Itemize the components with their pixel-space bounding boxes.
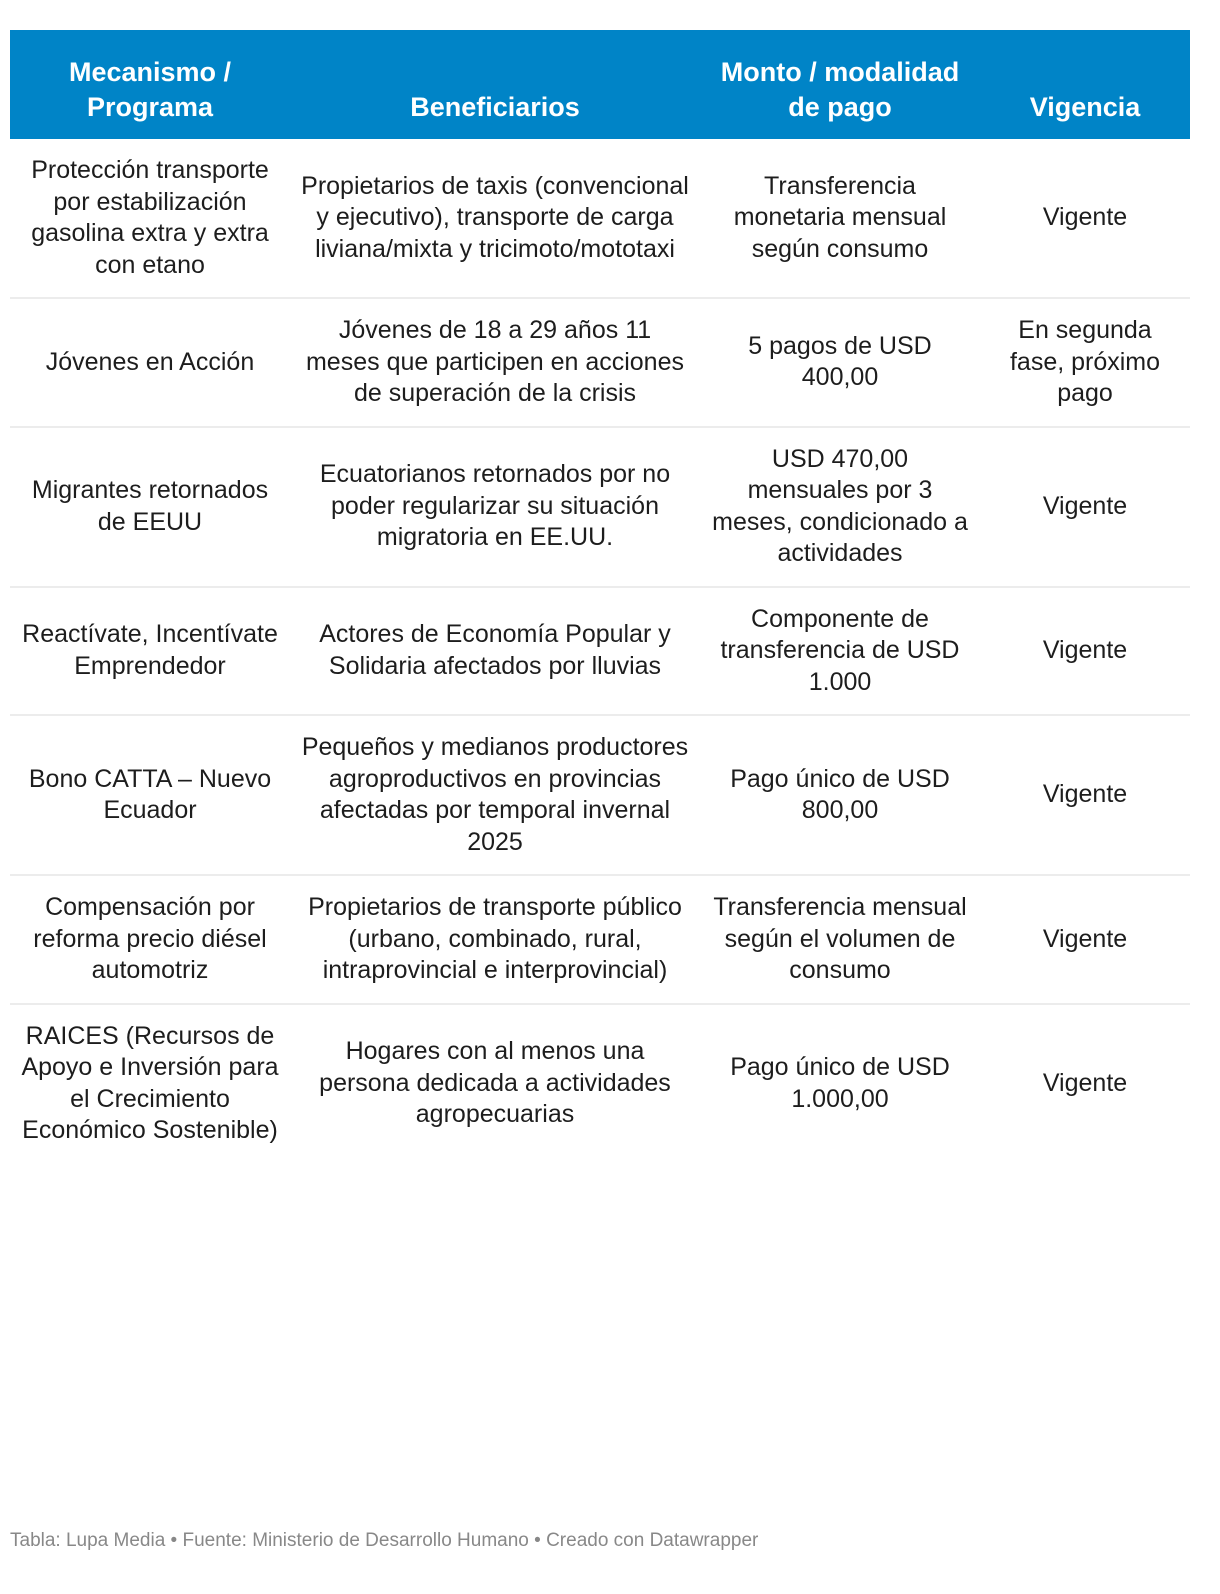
table-row (10, 715, 1190, 875)
cell-beneficiarios: Jóvenes de 18 a 29 años 11 meses que participen en acciones de superación de la crisis (290, 298, 700, 427)
table-row (10, 427, 1190, 587)
cell-vigencia: En segunda fase, próximo pago (980, 298, 1190, 427)
cell-vigencia: Vigente (1042, 1068, 1128, 1097)
table-row (10, 1004, 1190, 1167)
cell-beneficiarios: Ecuatorianos retornados por no poder regularizar su situación migratoria en EE.UU. (290, 427, 700, 587)
cell-mecanismo: Jóvenes en Acción (10, 298, 290, 427)
table-row (10, 875, 1190, 1004)
data-table (10, 30, 1190, 1167)
data-table-container (10, 30, 1190, 1167)
cell-beneficiarios: Pequeños y medianos productores agroproductivos en provincias afectadas por temporal invernal 2025 (290, 715, 700, 875)
cell-monto: 5 pagos de USD 400,00 (700, 298, 980, 427)
column-header-monto[interactable]: Monto / modalidad de pago (700, 30, 980, 139)
cell-vigencia: Vigente (980, 875, 1190, 1004)
column-header-beneficiarios[interactable]: Beneficiarios (290, 30, 700, 139)
header-row (10, 30, 1190, 139)
table-row (10, 587, 1190, 716)
cell-monto: Pago único de USD 800,00 (700, 715, 980, 875)
cell-mecanismo: RAICES (Recursos de Apoyo e Inversión para el Crecimiento Económico Sostenible) (21, 1021, 279, 1144)
cell-mecanismo: Bono CATTA – Nuevo Ecuador (10, 715, 290, 875)
table-header (10, 30, 1190, 139)
cell-beneficiarios: Hogares con al menos una persona dedicada a actividades agropecuarias (319, 1037, 671, 1129)
source-footer: Tabla: Lupa Media • Fuente: Ministerio de Desarrollo Humano • Creado con Datawrapper (10, 1530, 759, 1551)
cell-vigencia: Vigente (980, 587, 1190, 716)
cell-monto: Pago único de USD 1.000,00 (730, 1053, 950, 1113)
column-header-mecanismo[interactable]: Mecanismo / Programa (10, 30, 290, 139)
cell-beneficiarios: Actores de Economía Popular y Solidaria afectados por lluvias (290, 587, 700, 716)
cell-vigencia: Vigente (980, 715, 1190, 875)
cell-mecanismo: Compensación por reforma precio diésel automotriz (10, 875, 290, 1004)
table-row (10, 139, 1190, 298)
cell-monto: Transferencia monetaria mensual según consumo (700, 139, 980, 298)
cell-beneficiarios: Propietarios de transporte público (urbano, combinado, rural, intraprovincial e interprovincial) (290, 875, 700, 1004)
cell-mecanismo: Protección transporte por estabilización gasolina extra y extra con etano (10, 139, 290, 298)
cell-monto: Componente de transferencia de USD 1.000 (700, 587, 980, 716)
cell-monto: USD 470,00 mensuales por 3 meses, condicionado a actividades (700, 427, 980, 587)
table-body (10, 139, 1190, 1167)
cell-mecanismo: Reactívate, Incentívate Emprendedor (10, 587, 290, 716)
cell-vigencia: Vigente (980, 139, 1190, 298)
column-header-vigencia[interactable]: Vigencia (980, 30, 1190, 139)
cell-vigencia: Vigente (980, 427, 1190, 587)
cell-beneficiarios: Propietarios de taxis (convencional y ejecutivo), transporte de carga liviana/mixta y tricimoto/mototaxi (290, 139, 700, 298)
cell-monto: Transferencia mensual según el volumen de consumo (700, 875, 980, 1004)
table-row (10, 298, 1190, 427)
cell-mecanismo: Migrantes retornados de EEUU (10, 427, 290, 587)
